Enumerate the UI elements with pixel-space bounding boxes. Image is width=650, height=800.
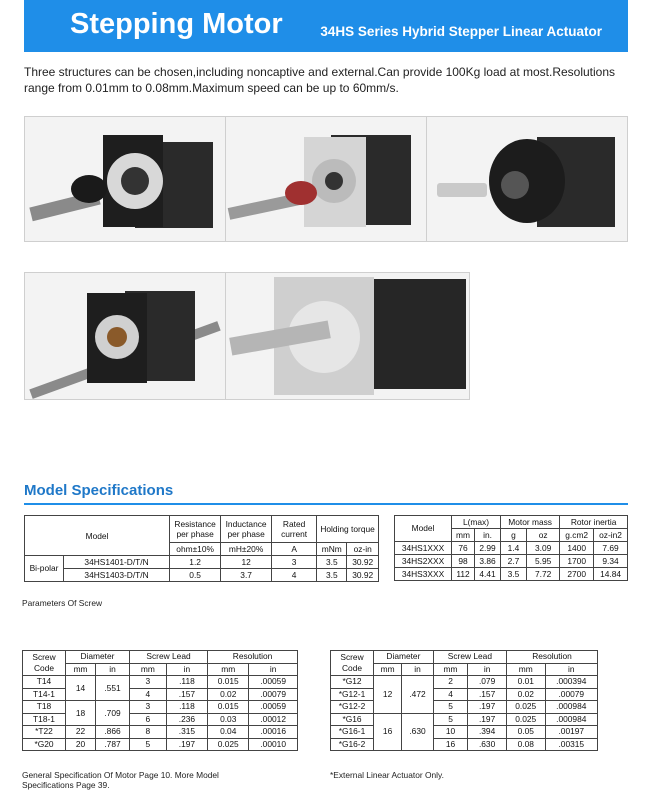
intro-text: Three structures can be chosen,including noncaptive and external.Can provide 100Kg load at most.Resolutions range from 0.01mm to 0.08mm.Maximum speed can be up to 60mm/s. bbox=[24, 65, 616, 95]
torque-nm-cell: 3.5 bbox=[317, 556, 347, 569]
lead-in-cell: .236 bbox=[166, 713, 207, 726]
mass-oz-cell: 7.72 bbox=[526, 568, 559, 581]
table-row bbox=[25, 569, 379, 582]
table-row bbox=[331, 676, 598, 689]
torque-ozin-cell: 30.92 bbox=[347, 556, 379, 569]
diameter-mm-cell: 16 bbox=[374, 713, 402, 751]
lead-in-cell: .079 bbox=[468, 676, 507, 689]
col-screw-lead: Screw Lead bbox=[433, 651, 506, 664]
length-in-cell: 4.41 bbox=[475, 568, 501, 581]
footer-note-left: General Specification Of Motor Page 10. More Model Specifications Page 39. bbox=[22, 770, 219, 790]
mass-g-cell: 2.7 bbox=[500, 555, 526, 568]
table-row bbox=[331, 726, 598, 739]
mass-oz-cell: 3.09 bbox=[526, 542, 559, 555]
lead-mm-cell: 8 bbox=[129, 726, 166, 739]
resistance-cell: 0.5 bbox=[170, 569, 221, 582]
screw-table-right bbox=[330, 650, 598, 751]
col-resolution: Resolution bbox=[506, 651, 597, 664]
table-row bbox=[395, 555, 628, 568]
screw-code-cell: *G12-1 bbox=[331, 688, 374, 701]
res-in-cell: .00079 bbox=[249, 688, 298, 701]
res-mm-cell: 0.025 bbox=[506, 701, 545, 714]
screw-caption: Parameters Of Screw bbox=[22, 598, 103, 608]
res-in-cell: .00197 bbox=[545, 726, 597, 739]
screw-code-cell: *T22 bbox=[23, 726, 66, 739]
inertia-ozin2-cell: 9.34 bbox=[594, 555, 628, 568]
col-current: Rated current bbox=[272, 516, 317, 543]
col-screw-lead: Screw Lead bbox=[129, 651, 207, 664]
section-title: Model Specifications bbox=[24, 482, 174, 499]
table-row bbox=[331, 738, 598, 751]
screw-table-left bbox=[22, 650, 298, 751]
unit-in: in bbox=[96, 663, 130, 676]
lead-in-cell: .197 bbox=[166, 738, 207, 751]
resistance-cell: 1.2 bbox=[170, 556, 221, 569]
res-mm-cell: 0.08 bbox=[506, 738, 545, 751]
lead-in-cell: .315 bbox=[166, 726, 207, 739]
table-row bbox=[23, 701, 298, 714]
res-mm-cell: 0.02 bbox=[208, 688, 249, 701]
torque-ozin-cell: 30.92 bbox=[347, 569, 379, 582]
screw-code-cell: *G20 bbox=[23, 738, 66, 751]
lead-mm-cell: 16 bbox=[433, 738, 467, 751]
col-diameter: Diameter bbox=[374, 651, 434, 664]
model-cell: 34HS1403-D/T/N bbox=[64, 569, 170, 582]
inertia-gcm2-cell: 2700 bbox=[560, 568, 594, 581]
unit-inductance: mH±20% bbox=[221, 543, 272, 556]
current-cell: 4 bbox=[272, 569, 317, 582]
inertia-gcm2-cell: 1700 bbox=[560, 555, 594, 568]
lead-in-cell: .118 bbox=[166, 676, 207, 689]
res-in-cell: .00059 bbox=[249, 701, 298, 714]
unit-in: in bbox=[402, 663, 434, 676]
length-mm-cell: 98 bbox=[452, 555, 475, 568]
diameter-mm-cell: 20 bbox=[66, 738, 96, 751]
unit-mm: mm bbox=[374, 663, 402, 676]
res-mm-cell: 0.03 bbox=[208, 713, 249, 726]
screw-code-cell: *G16-1 bbox=[331, 726, 374, 739]
lead-mm-cell: 4 bbox=[433, 688, 467, 701]
torque-nm-cell: 3.5 bbox=[317, 569, 347, 582]
col-inductance: Inductance per phase bbox=[221, 516, 272, 543]
lead-in-cell: .157 bbox=[468, 688, 507, 701]
col-screw-code: Screw Code bbox=[331, 651, 374, 676]
mass-spec-table bbox=[394, 515, 628, 581]
unit-resistance: ohm±10% bbox=[170, 543, 221, 556]
unit-torque-ozin: oz-in bbox=[347, 543, 379, 556]
length-mm-cell: 76 bbox=[452, 542, 475, 555]
col-length: L(max) bbox=[452, 516, 501, 529]
screw-code-cell: *G16 bbox=[331, 713, 374, 726]
lead-mm-cell: 5 bbox=[129, 738, 166, 751]
col-screw-code: Screw Code bbox=[23, 651, 66, 676]
unit-in: in bbox=[166, 663, 207, 676]
lead-in-cell: .197 bbox=[468, 713, 507, 726]
lead-mm-cell: 3 bbox=[129, 701, 166, 714]
lead-in-cell: .197 bbox=[468, 701, 507, 714]
table-row bbox=[331, 713, 598, 726]
lead-mm-cell: 5 bbox=[433, 701, 467, 714]
res-in-cell: .00079 bbox=[545, 688, 597, 701]
col-mass: Motor mass bbox=[500, 516, 559, 529]
screw-code-cell: *G12 bbox=[331, 676, 374, 689]
res-mm-cell: 0.015 bbox=[208, 676, 249, 689]
group-label: Bi-polar bbox=[25, 556, 64, 582]
model-cell: 34HS1XXX bbox=[395, 542, 452, 555]
res-mm-cell: 0.015 bbox=[208, 701, 249, 714]
diameter-mm-cell: 22 bbox=[66, 726, 96, 739]
screw-code-cell: T18-1 bbox=[23, 713, 66, 726]
inertia-ozin2-cell: 7.69 bbox=[594, 542, 628, 555]
diameter-mm-cell: 14 bbox=[66, 676, 96, 701]
lead-in-cell: .157 bbox=[166, 688, 207, 701]
current-cell: 3 bbox=[272, 556, 317, 569]
col-model: Model bbox=[25, 516, 170, 556]
unit-current: A bbox=[272, 543, 317, 556]
col-model: Model bbox=[395, 516, 452, 542]
inductance-cell: 12 bbox=[221, 556, 272, 569]
lead-in-cell: .394 bbox=[468, 726, 507, 739]
unit-mm: mm bbox=[452, 529, 475, 542]
table-row bbox=[395, 542, 628, 555]
product-photo-3 bbox=[426, 116, 628, 242]
diameter-in-cell: .866 bbox=[96, 726, 130, 739]
model-cell: 34HS2XXX bbox=[395, 555, 452, 568]
model-cell: 34HS1401-D/T/N bbox=[64, 556, 170, 569]
lead-mm-cell: 10 bbox=[433, 726, 467, 739]
lead-mm-cell: 6 bbox=[129, 713, 166, 726]
unit-torque-nm: mNm bbox=[317, 543, 347, 556]
col-diameter: Diameter bbox=[66, 651, 130, 664]
lead-in-cell: .118 bbox=[166, 701, 207, 714]
res-mm-cell: 0.04 bbox=[208, 726, 249, 739]
product-photo-1 bbox=[24, 116, 226, 242]
model-cell: 34HS3XXX bbox=[395, 568, 452, 581]
unit-gcm2: g.cm2 bbox=[560, 529, 594, 542]
footer-note-right: *External Linear Actuator Only. bbox=[330, 770, 444, 780]
mass-g-cell: 3.5 bbox=[500, 568, 526, 581]
product-photo-4 bbox=[24, 272, 226, 400]
section-divider bbox=[24, 503, 628, 505]
res-mm-cell: 0.05 bbox=[506, 726, 545, 739]
unit-g: g bbox=[500, 529, 526, 542]
res-in-cell: .000984 bbox=[545, 713, 597, 726]
mass-oz-cell: 5.95 bbox=[526, 555, 559, 568]
product-photo-2 bbox=[225, 116, 427, 242]
screw-code-cell: T18 bbox=[23, 701, 66, 714]
unit-mm: mm bbox=[433, 663, 467, 676]
col-inertia: Rotor inertia bbox=[560, 516, 628, 529]
table-row bbox=[23, 713, 298, 726]
lead-mm-cell: 2 bbox=[433, 676, 467, 689]
electrical-spec-table bbox=[24, 515, 379, 582]
diameter-mm-cell: 12 bbox=[374, 676, 402, 714]
table-row bbox=[23, 688, 298, 701]
page-subtitle: 34HS Series Hybrid Stepper Linear Actuator bbox=[320, 24, 602, 39]
res-mm-cell: 0.025 bbox=[208, 738, 249, 751]
unit-in: in bbox=[545, 663, 597, 676]
res-mm-cell: 0.02 bbox=[506, 688, 545, 701]
table-row bbox=[25, 556, 379, 569]
res-in-cell: .00010 bbox=[249, 738, 298, 751]
res-in-cell: .00315 bbox=[545, 738, 597, 751]
length-mm-cell: 112 bbox=[452, 568, 475, 581]
unit-mm: mm bbox=[506, 663, 545, 676]
unit-in: in. bbox=[475, 529, 501, 542]
res-in-cell: .000394 bbox=[545, 676, 597, 689]
col-torque: Holding torque bbox=[317, 516, 379, 543]
diameter-in-cell: .551 bbox=[96, 676, 130, 701]
screw-code-cell: *G12-2 bbox=[331, 701, 374, 714]
diameter-in-cell: .630 bbox=[402, 713, 434, 751]
unit-in: in bbox=[468, 663, 507, 676]
unit-mm: mm bbox=[129, 663, 166, 676]
diameter-in-cell: .787 bbox=[96, 738, 130, 751]
lead-in-cell: .630 bbox=[468, 738, 507, 751]
table-row bbox=[23, 676, 298, 689]
unit-mm: mm bbox=[66, 663, 96, 676]
product-photo-5 bbox=[225, 272, 470, 400]
unit-ozin2: oz-in2 bbox=[594, 529, 628, 542]
mass-g-cell: 1.4 bbox=[500, 542, 526, 555]
inductance-cell: 3.7 bbox=[221, 569, 272, 582]
res-in-cell: .00016 bbox=[249, 726, 298, 739]
res-in-cell: .000984 bbox=[545, 701, 597, 714]
inertia-ozin2-cell: 14.84 bbox=[594, 568, 628, 581]
header-banner bbox=[24, 0, 628, 52]
lead-mm-cell: 5 bbox=[433, 713, 467, 726]
lead-mm-cell: 3 bbox=[129, 676, 166, 689]
res-in-cell: .00059 bbox=[249, 676, 298, 689]
diameter-in-cell: .472 bbox=[402, 676, 434, 714]
screw-code-cell: *G16-2 bbox=[331, 738, 374, 751]
inertia-gcm2-cell: 1400 bbox=[560, 542, 594, 555]
res-in-cell: .00012 bbox=[249, 713, 298, 726]
screw-code-cell: T14-1 bbox=[23, 688, 66, 701]
col-resistance: Resistance per phase bbox=[170, 516, 221, 543]
length-in-cell: 2.99 bbox=[475, 542, 501, 555]
table-row bbox=[331, 701, 598, 714]
unit-in: in bbox=[249, 663, 298, 676]
res-mm-cell: 0.01 bbox=[506, 676, 545, 689]
table-row bbox=[331, 688, 598, 701]
diameter-mm-cell: 18 bbox=[66, 701, 96, 726]
length-in-cell: 3.86 bbox=[475, 555, 501, 568]
table-row bbox=[395, 568, 628, 581]
diameter-in-cell: .709 bbox=[96, 701, 130, 726]
col-resolution: Resolution bbox=[208, 651, 298, 664]
lead-mm-cell: 4 bbox=[129, 688, 166, 701]
table-row bbox=[23, 726, 298, 739]
screw-code-cell: T14 bbox=[23, 676, 66, 689]
table-row bbox=[23, 738, 298, 751]
unit-oz: oz bbox=[526, 529, 559, 542]
res-mm-cell: 0.025 bbox=[506, 713, 545, 726]
unit-mm: mm bbox=[208, 663, 249, 676]
page-title: Stepping Motor bbox=[70, 8, 283, 40]
